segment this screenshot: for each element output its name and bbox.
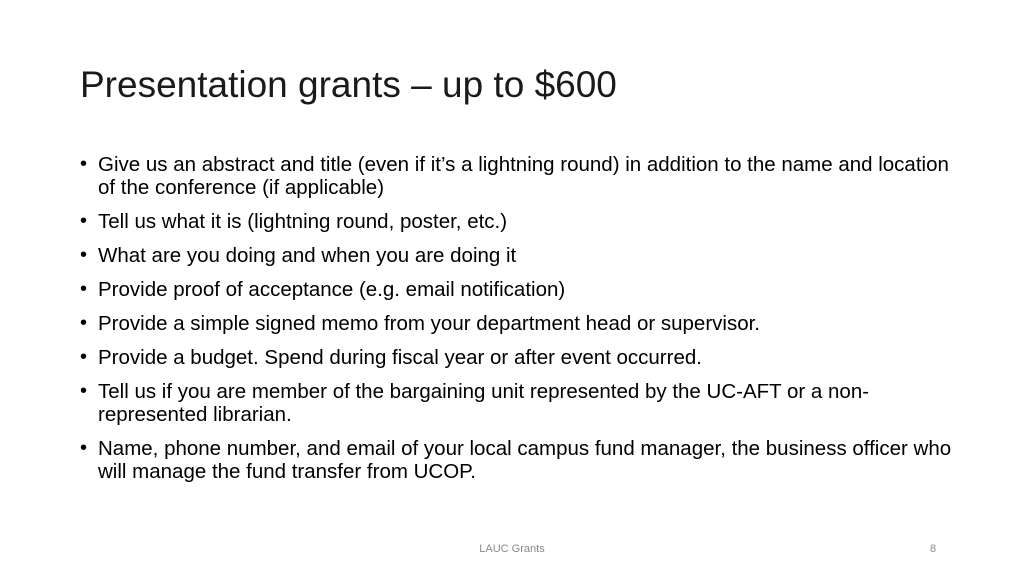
bullet-item (76, 346, 956, 369)
bullet-text: Tell us if you are member of the bargaining unit represented by the UC-AFT or a non-represented librarian. (98, 380, 870, 426)
slide-title: Presentation grants – up to $600 (80, 64, 617, 105)
footer-label: LAUC Grants (479, 543, 545, 555)
bullet-dot-icon: • (80, 437, 88, 459)
bullet-text: What are you doing and when you are doing it (98, 244, 517, 267)
bullet-item (76, 380, 956, 426)
bullet-text: Tell us what it is (lightning round, poster, etc.) (98, 210, 508, 233)
bullet-item (76, 244, 956, 267)
bullet-item (76, 278, 956, 301)
bullet-dot-icon: • (80, 244, 88, 266)
bullet-item (76, 210, 956, 233)
bullet-text: Give us an abstract and title (even if it’s a lightning round) in addition to the name and location of the conference (if applicable) (98, 153, 949, 199)
bullet-text: Name, phone number, and email of your local campus fund manager, the business officer who will manage the fund transfer from UCOP. (98, 437, 952, 483)
bullet-dot-icon: • (80, 346, 88, 368)
bullet-dot-icon: • (80, 210, 88, 232)
bullet-text: Provide a budget. Spend during fiscal year or after event occurred. (98, 346, 702, 369)
bullet-dot-icon: • (80, 380, 88, 402)
bullet-item (76, 153, 956, 199)
bullet-dot-icon: • (80, 312, 88, 334)
bullet-text: Provide proof of acceptance (e.g. email notification) (98, 278, 566, 301)
bullet-text: Provide a simple signed memo from your department head or supervisor. (98, 312, 761, 335)
bullet-item (76, 312, 956, 335)
bullet-dot-icon: • (80, 278, 88, 300)
bullet-list (76, 153, 956, 494)
bullet-item (76, 437, 956, 483)
page-number: 8 (930, 543, 937, 555)
bullet-dot-icon: • (80, 153, 88, 175)
